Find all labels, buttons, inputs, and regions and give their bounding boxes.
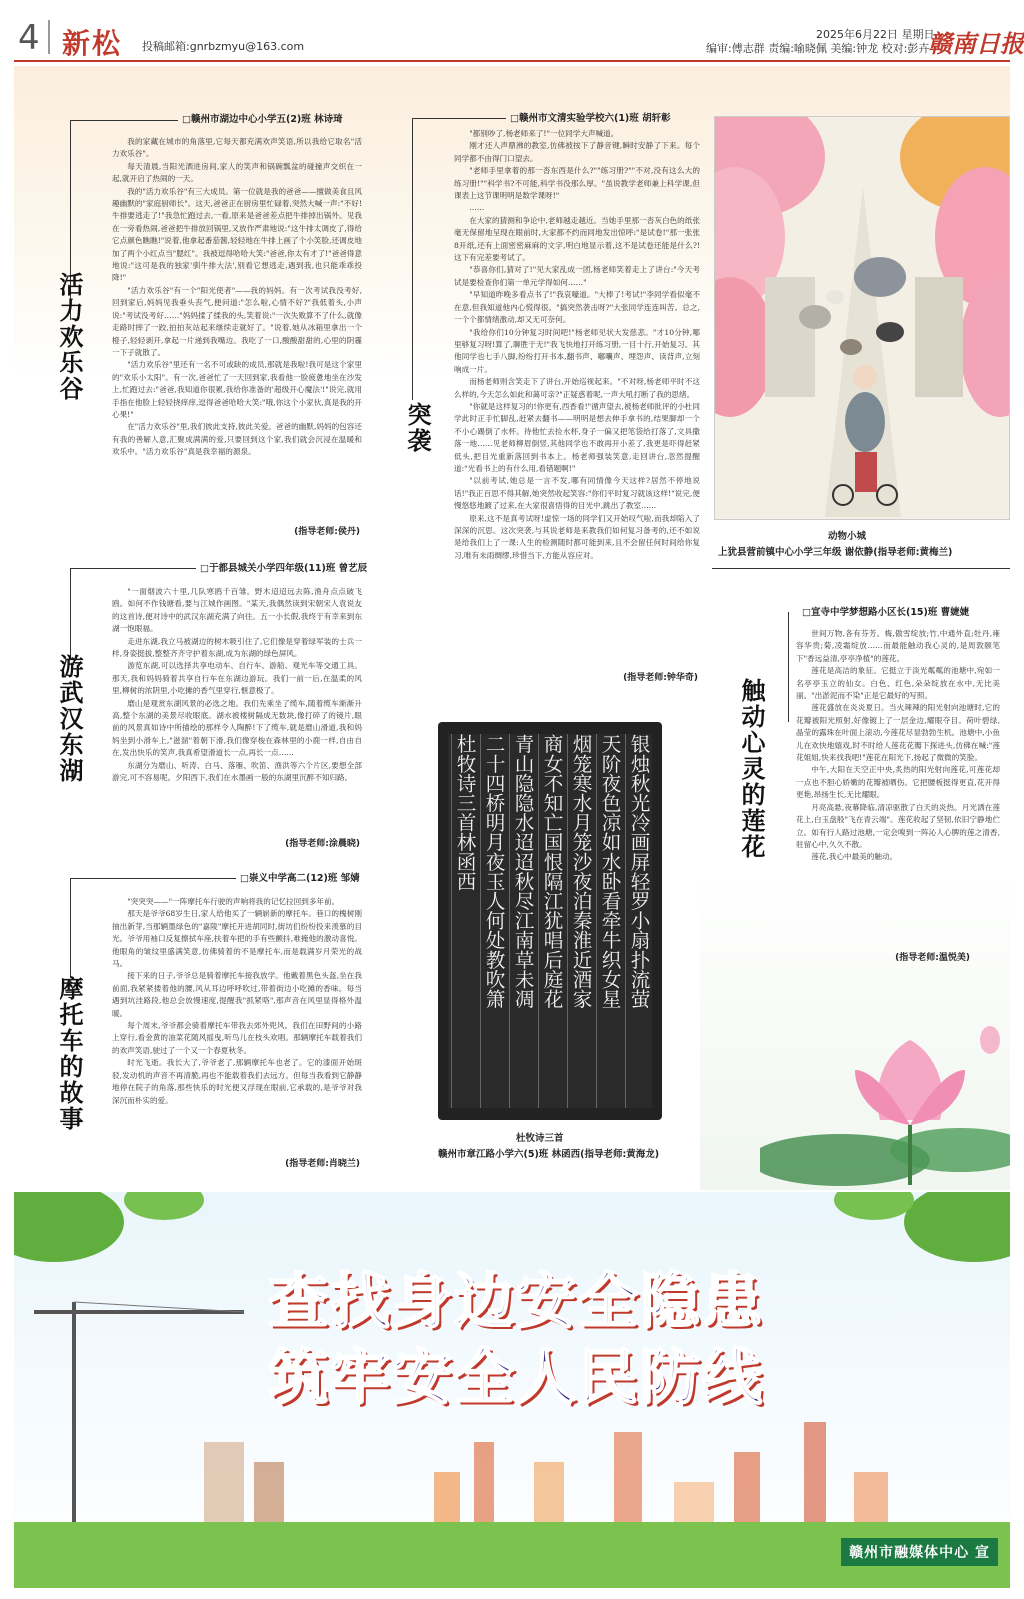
article-body — [112, 896, 362, 1152]
title-rule — [788, 612, 789, 722]
paragraph: …… — [469, 203, 485, 213]
paragraph: 刚才还人声鼎沸的教室,仿佛被按下了静音键,瞬时安静了下来。每个同学都不由得门口望去。 — [454, 141, 700, 163]
paragraph: 我的家藏在城市的角落里,它每天都充满欢声笑语,所以我给它取名"活力欢乐谷"。 — [112, 137, 362, 159]
article-surprise-attack — [398, 106, 702, 686]
paragraph: "你就是这样复习的!你更有,西香看!"循声望去,被杨老师批评的小杜同学此时正手忙脚乱,赶紧去翻书——明明是想去伸手拿书的,结果脚却一个不小心踢倒了水杯。待他忙去捡水杯,身子一偏又把笔袋给打落了,文具撒落一地……见老师柳眉倒竖,其他同学也不敢再开小差了,我更是吓得赶紧低头,把目光重新落回到书本上。杨老师强装笑意,走回讲台,忽然提醒道:"光看书上的有什么用,看错题啊!" — [454, 401, 700, 473]
paragraph: 游览东湖,可以选择共享电动车、自行车、游船、观光车等交通工具。那天,我和妈妈骑着共享自行车在东湖边游玩。我们一前一后,在温柔的风里,柳树的浓阴里,小吃摊的香气里穿行,惬意极了。 — [112, 661, 362, 696]
paragraph: 那天是爷爷68岁生日,家人给他买了一辆崭新的摩托车。巷口的槐树刚抽出新芽,当那辆墨绿色的"嘉陵"摩托开进胡同时,街坊们纷纷投来羡慕的目光。爷爷用袖口反复擦拭车座,扶着车把的手有些颤抖,难掩他的激动喜悦。他眼角的皱纹里盛满笑意,仿佛骑着的不是摩托车,而是载满岁月荣光的战马。 — [112, 909, 362, 969]
calligraphy-grid — [448, 734, 652, 1108]
calligraphy-caption: 赣州市章江路小学六(5)班 林函西(指导老师:黄海龙) — [438, 1149, 660, 1160]
paragraph: "恭喜你们,猜对了!"见大家乱成一团,杨老师笑着走上了讲台:"今天考试是要检查你们第一单元学得如何……" — [454, 265, 700, 287]
paragraph: 原来,这不是真考试呀!虚惊一场的同学们又开始叹气啦,而我却陷入了深深的沉思。这次突袭,与其说老师是来教我们如何复习备考的,还不如说是给我们上了一课:人生的检测随时都可能到来,且不会留任何时间给你复习,唯有未雨绸缪,珍惜当下,方能从容应对。 — [454, 513, 700, 560]
calligraphy-title: 杜牧诗三首 — [516, 1133, 564, 1144]
paragraph: 在大家的猜测和争论中,老师越走越近。当她手里那一沓灰白色的纸张毫无保留地呈现在眼前时,大家都不约而同地发出惊呼:"是试卷!"那一张张8开纸,还有上面密密麻麻的文字,明白地显示着,这不是试卷还能是什么?!这下有完差要考试了。 — [454, 215, 700, 263]
paragraph: 每个周末,爷爷都会骑着摩托车带我去郊外兜风。我们在田野间的小路上穿行,看金黄的油菜花随风摇曳,听鸟儿在枝头欢唱。那辆摩托车载着我们的欢声笑语,驶过了一个又一个春夏秋冬。 — [112, 1021, 362, 1055]
paragraph: "活力欢乐谷"有一个"阳光使者"——我的妈妈。有一次考试我没考好,回到家后,妈妈见我垂头丧气,便问道:"怎么啦,心情不好?"我低着头,小声说:"考试没考好……"妈妈揉了揉我的头,笑着说:"一次失败算不了什么,就像走路时摔了一跤,拍拍灰站起来继续走就好了。"说着,她从冰箱里拿出一个橙子,轻轻剥开,拿起一片递到我嘴边。我吃了一口,酸酸甜甜的,心里的阴霾一下子就散了。 — [112, 285, 362, 357]
article-motorcycle — [14, 866, 366, 1178]
header-rule — [14, 60, 1010, 62]
teacher-credit: (指导老师:侯丹) — [294, 527, 360, 537]
calligraphy-artwork — [438, 722, 662, 1120]
article-byline: □于都县城关小学四年级(11)班 曾艺辰 — [200, 563, 368, 574]
title-rule — [412, 118, 413, 400]
section-name: 新松 — [62, 27, 123, 60]
byline-rule — [70, 878, 236, 879]
article-body — [796, 628, 1000, 948]
article-east-lake — [14, 556, 366, 856]
teacher-credit: (指导老师:肖晓兰) — [285, 1159, 360, 1169]
article-lively-valley — [14, 106, 366, 546]
article-byline: □崇义中学高二(12)班 邹婧 — [240, 873, 360, 884]
paragraph: 我的"活力欢乐谷"有三大成员。第一位就是我的爸爸——擅做美食且风趣幽默的"家庭厨师长"。这天,爸爸正在厨房里忙碌着,突然大喊一声:"不好!牛排要逃走了!"我急忙跑过去,一看,原来是爸爸差点把牛排掉出锅外。见我在一旁看热闹,爸爸把牛排放回锅里,又放作严肃地说:"这牛排太调皮了,得给它点颜色瞧瞧!"说着,他拿起番茄酱,轻轻地在牛排上画了个小笑脸,还调皮地加了两个小红点当"腮红"。我被逗得哈哈大笑:"爸爸,你太有才了!"爸爸得意地说:"这可是我的独家'驯牛排大法',别看它想逃走,遇到我,也只能乖乖投降!" — [112, 186, 362, 283]
title-rule — [70, 878, 71, 978]
article-body — [112, 586, 362, 832]
paragraph: "以前考试,她总是一言不发,哪有同情像今天这样?居然不停地说话!"我正百思不得其解,她突然收起笑容:"你们平时复习就该这样!"说完,便慢悠悠地踱了过来,在大家很喜悟得的目光中,跳出了教室…… — [454, 476, 700, 511]
paragraph: 东湖分为磨山、听涛、白马、落雁、吹笛、渔洪等六个片区,要想全部游完,可不容易呢。夕阳西下,我们在水墨画一般的东湖里沉醉不知归路。 — [112, 760, 362, 783]
painting-animal-town — [714, 116, 1010, 520]
article-byline: □赣州市文清实验学校六(1)班 胡轩彰 — [510, 113, 671, 124]
calligraphy-column: 青山隐隐水迢迢秋尽江南草未凋 — [509, 734, 536, 1108]
paragraph: "老师手里拿着的那一沓东西是什么?""练习册?""不对,没有这么大的练习册!""科学书?不可能,科学书没那么厚。"虽说教学老师兼上科学课,但课表上这节课明明是数学课呀!" — [454, 166, 700, 201]
paragraph: "活力欢乐谷"里还有一名不可或缺的成员,那就是我啦!我可是这个家里的"欢乐小太阳"。有一次,爸爸忙了一天回到家,我看他一脸疲惫地坐在沙发上,忙跑过去:"爸爸,我知道你很累,我给你准备的'超级开心魔法'!"说完,就用手指在他脸上轻轻挠痒痒,逗得爸爸哈哈大笑:"哦,你这个小家伙,真是我的开心果!" — [112, 360, 362, 419]
calligraphy-column: 银烛秋光冷画屏轻罗小扇扑流萤 — [625, 734, 652, 1108]
byline-rule — [712, 568, 1010, 569]
calligraphy-column: 烟笼寒水月笼沙夜泊秦淮近酒家 — [567, 734, 594, 1108]
submission-email: 投稿邮箱:gnrbzmyu@163.com — [142, 40, 305, 53]
paragraph: "一面烟波六十里,几队寒鸥千百雏。野木迢迢远去陈,渔舟点点破飞鸥。如何不作钱塘看,要与江城作画图。"某天,我偶然读到宋朝宋人袁说友的这首诗,便对诗中的武汉东湖充满了向往。五一小长假,我终于有幸来到东湖一饱眼福。 — [112, 587, 362, 634]
painting-illustration — [715, 117, 1010, 520]
header-divider — [48, 20, 50, 54]
teacher-credit: (指导老师:涂晨晓) — [285, 839, 360, 849]
article-title: 摩托车的故事 — [55, 976, 84, 1132]
calligraphy-column: 二十四桥明月夜玉人何处教吹箫 — [480, 734, 507, 1108]
painting-title: 动物小城 — [828, 531, 867, 542]
article-title: 触动心灵的莲花 — [737, 678, 766, 860]
paragraph: 走进东湖,我立马被湖边的树木吸引住了,它们像是穿着绿军装的士兵一样,身姿挺拔,整整齐齐守护着东湖,成为东湖的绿色屏风。 — [112, 636, 362, 659]
paragraph: "我给你们10分钟复习时间吧!"杨老师见状大发慈悲。"才10分钟,哪里够复习呀!算了,聊胜于无!"我飞快地打开练习册,一目十行,开始复习。其他同学也七手八脚,纷纷打开书本,翻书声、嘟囔声、埋怨声、读背声,立刻响成一片。 — [454, 327, 700, 374]
article-body — [454, 128, 700, 666]
paragraph: 中午,大阳在天空正中央,炙热的阳光射向莲花,可莲花却一点也不胆心娇嫩的花瓣被晒伤。它把腰板挺得更直,花开得更艳,昂扬生长,无比耀眼。 — [796, 765, 1000, 800]
byline-rule — [412, 118, 506, 119]
calligraphy-column: 商女不知亡国恨隔江犹唱后庭花 — [538, 734, 565, 1108]
paragraph: 磨山是观赏东湖风景的必选之地。我们先乘坐了缆车,随着缆车渐渐升高,整个东湖的美景尽收眼底。湖水被楼树隔成无数块,像打碎了的镜片,眼前的风景真如诗中所描绘的那样令人陶醉!下了缆车,就是磨山滑道,我和妈妈坐到小滑车上,"滋溜"着朝下滑,我们像穿梭在森林里的小鹿一样,自由自在,发出快乐的笑声,我真希望滑道长一点,再长一点…… — [112, 698, 362, 758]
teacher-credit: (指导老师:温悦美) — [895, 953, 970, 963]
article-byline: □赣州市湖边中心小学五(2)班 林诗琦 — [182, 114, 343, 125]
article-title: 活力欢乐谷 — [55, 272, 84, 402]
page-number: 4 — [18, 18, 40, 58]
article-title: 突袭 — [403, 402, 432, 454]
banner-credit: 赣州市融媒体中心 宣 — [841, 1538, 998, 1566]
article-lotus — [712, 566, 1010, 972]
paragraph: 时光飞逝。我长大了,爷爷老了,那辆摩托车也老了。它的漆面开始斑驳,发动机的声音不再清脆,再也不能载着我们去远方。但每当我看到它静静地停在院子的角落,那些快乐的时光便又浮现在眼前,它承载的,是爷爷对我深沉而朴实的爱。 — [112, 1058, 362, 1105]
paragraph: 月亮高悬,夜幕降临,清凉驱散了白天的炎热。月光洒在莲花上,白玉盘般"飞在青云端"。莲花收起了坚韧,依旧宁静地伫立。如有行人路过池塘,一定会嗅到一阵沁人心脾的莲之清香,驻留心中,久久不散。 — [796, 802, 1000, 849]
paragraph: 在"活力欢乐谷"里,我们彼此支持,彼此关爱。爸爸的幽默,妈妈的包容还有我的善解人意,汇聚成满满的爱,只要回到这个家,我们就会沉浸在温暖和欢乐中。"活力欢乐谷"真是我幸福的源泉。 — [112, 422, 362, 457]
page-header — [0, 0, 1024, 62]
slogan-line-1: 查找身边安全隐患 — [268, 1267, 764, 1337]
paragraph: 莲花盛放在炎炎夏日。当火辣辣的阳光射向池塘时,它的花瓣被阳光照射,好像镀上了一层金边,耀眼夺目。荷叶碧绿,晶莹的露珠在叶面上滚动,今莲花尽显勃勃生机。池塘中,小鱼儿在欢快地嬉戏,时不时给人莲花花瓣下探进头,仿佛在喊:"莲花姐姐,快来找我吧!"莲花在阳光下,扬起了微微的笑脸。 — [796, 703, 1000, 763]
paragraph: 世间万物,各有芬芳。梅,傲雪绽放;竹,中通外直;牡丹,雍容华贵;菊,凌霜绽放……而最能触动我心灵的,是周敦颐笔下"香远益清,亭亭净植"的莲花。 — [796, 629, 1000, 663]
paragraph: "早知道昨晚多看点书了!"我哀嚎道。"大棒了!考试!"李同学看似毫不在意,但我知道他内心慌得很。"搞突然袭击呀?"大张同学连连叫苦。总之,一个个都情绪激动,却又无可奈何。 — [454, 290, 700, 325]
calligraphy-column: 天阶夜色凉如水卧看牵牛织女星 — [596, 734, 623, 1108]
newspaper-logo: 赣南日报 — [928, 29, 1024, 58]
teacher-credit: (指导老师:钟华奇) — [623, 673, 698, 683]
paragraph: 莲花,我心中最美的触动。 — [811, 852, 898, 862]
paragraph: 接下来的日子,爷爷总是骑着摩托车接我放学。他戴着黑色头盔,坐在我前面,我紧紧搂着他的腰,风从耳边呼呼吹过,带着街边小吃摊的香味。每当遇到坑洼路段,他总会放慢速度,提醒我"抓紧咯",那声音在风里显得格外温暖。 — [112, 971, 362, 1018]
issue-date: 2025年6月22日 星期日 — [816, 28, 935, 41]
title-rule — [70, 568, 71, 658]
byline-rule — [70, 568, 196, 569]
byline-rule — [70, 120, 178, 121]
paragraph: 莲花是高洁的象征。它挺立于淡光粼粼的池塘中,宛如一名亭亭玉立的仙女。白色、红色,朵朵绽放在水中,无比美丽。"出淤泥而不染"正是它最好的写照。 — [796, 666, 1000, 701]
painting-caption: 上犹县营前镇中心小学三年级 谢依静(指导老师:黄梅兰) — [718, 547, 953, 558]
lotus-illustration — [760, 1010, 1010, 1190]
article-byline: □宣寺中学梦想路小区长(15)班 曹婕婕 — [802, 607, 970, 618]
paragraph: "都别吵了,杨老师来了!"一位同学大声喊道。 — [469, 129, 619, 138]
paragraph: "突突突——"一阵摩托车行驶的声响将我的记忆拉回到多年前。 — [127, 897, 340, 906]
slogan-line-2: 筑牢安全人民防线 — [268, 1343, 764, 1413]
safety-banner — [14, 1192, 1010, 1588]
paragraph: 每天清晨,当阳光洒进房间,家人的笑声和锅碗瓢盆的碰撞声交织在一起,就开启了热闹的一天。 — [112, 161, 362, 184]
editor-credits: 编审:傅志群 责编:喻晓佩 美编:钟龙 校对:彭卉 — [706, 42, 930, 55]
article-body — [112, 136, 362, 520]
article-title: 游武汉东湖 — [55, 654, 84, 784]
paragraph: 而杨老师则含笑走下了讲台,开始巡视起来。"不对呀,杨老师平时不这么样的,今天怎么如此和蔼可亲?"正疑惑着呢,一声大吼打断了我的思绪。 — [454, 377, 700, 399]
calligraphy-column: 杜牧诗三首林函西 — [451, 734, 478, 1108]
